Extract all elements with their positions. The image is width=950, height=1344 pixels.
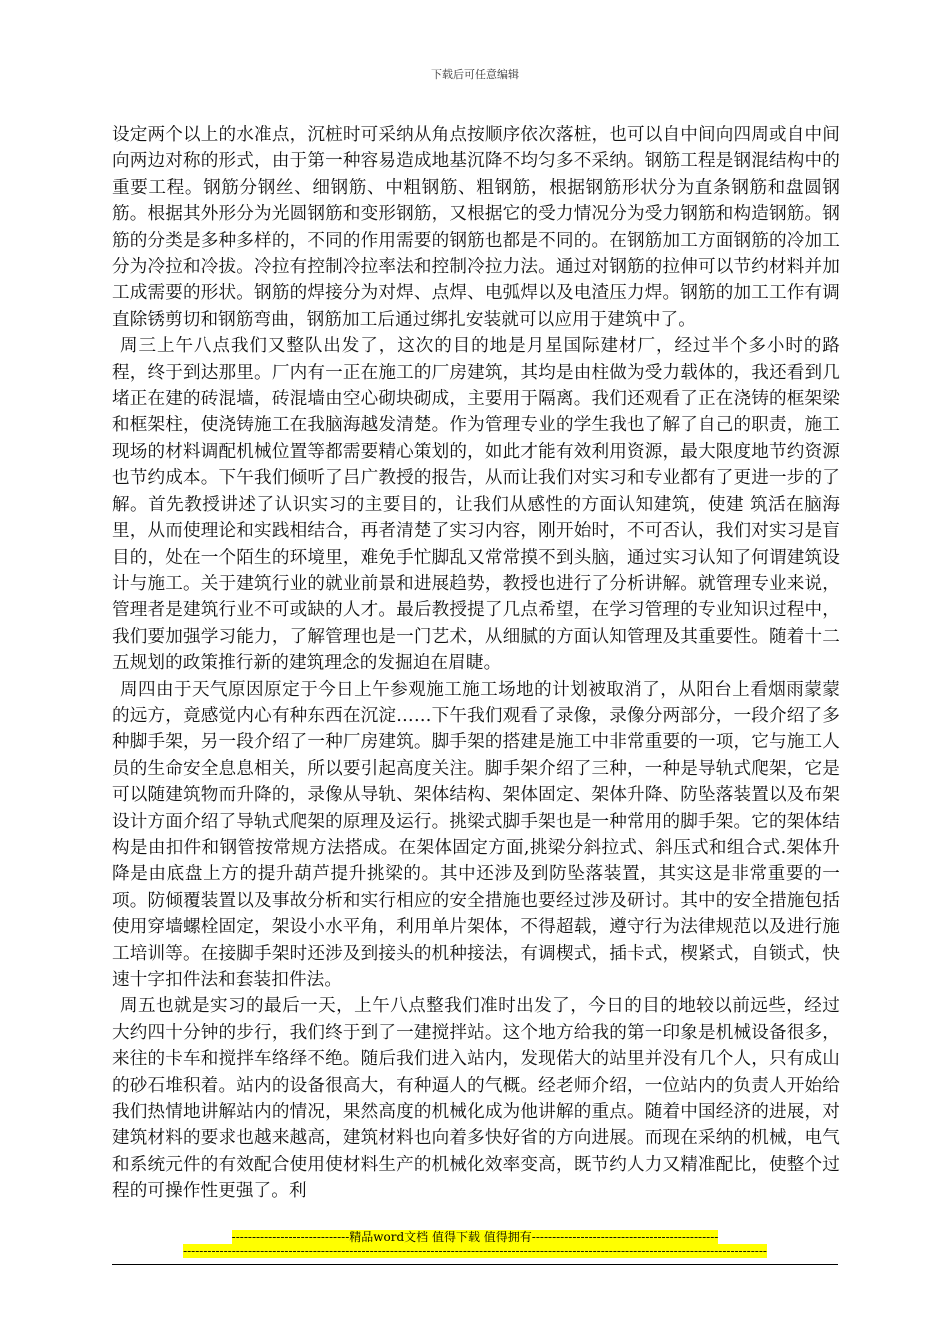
paragraph-1: 设定两个以上的水准点，沉桩时可采纳从角点按顺序依次落桩，也可以自中间向四周或自中间向两边对称的形式，由于第一种容易造成地基沉降不均匀多不采纳。钢筋工程是钢混结构中的重要工程。钢筋分钢丝、细钢筋、中粗钢筋、粗钢筋，根据钢筋形状分为直条钢筋和盘圆钢筋。根据其外形分为光圆钢筋和变形钢筋，又根据它的受力情况分为受力钢筋和构造钢筋。钢筋的分类是多种多样的，不同的作用需要的钢筋也都是不同的。在钢筋加工方面钢筋的冷加工分为冷拉和冷拔。冷拉有控制冷拉率法和控制冷拉力法。通过对钢筋的拉伸可以节约材料并加工成需要的形状。钢筋的焊接分为对焊、点焊、电弧焊以及电渣压力焊。钢筋的加工工作有调直除锈剪切和钢筋弯曲，钢筋加工后通过绑扎安装就可以应用于建筑中了。 [112,125,840,330]
bottom-rule [112,1264,838,1265]
paragraph-3: 周四由于天气原因原定于今日上午参观施工施工场地的计划被取消了，从阳台上看烟雨蒙蒙的远方，竟感觉内心有种东西在沉淀……下午我们观看了录像，录像分两部分，一段介绍了多种脚手架，另一段介绍了一种厂房建筑。脚手架的搭建是施工中非常重要的一项，它与施工人员的生命安全息息相关，所以要引起高度关注。脚手架介绍了三种，一种是导轨式爬架，它是可以随建筑物而升降的，录像从导轨、架体结构、架体固定、架体升降、防坠落装置以及布架设计方面介绍了导轨式爬架的原理及运行。挑梁式脚手架也是一种常用的脚手架。它的架体结构是由扣件和钢管按常规方法搭成。在架体固定方面,挑梁分斜拉式、斜压式和组合式.架体升降是由底盘上方的提升葫芦提升挑梁的。其中还涉及到防坠落装置，其实这是非常重要的一项。防倾覆装置以及事故分析和实行相应的安全措施也要经过涉及研讨。其中的安全措施包括使用穿墙螺栓固定，架设小水平角，利用单片架体，不得超载，遵守行为法律规范以及进行施工培训等。在接脚手架时还涉及到接头的机种接法，有调楔式，插卡式，楔紧式，自锁式，快速十字扣件法和套装扣件法。 [112,679,840,990]
footer-banner [0,1228,950,1245]
paragraph-2: 周三上午八点我们又整队出发了，这次的目的地是月星国际建材厂，经过半个多小时的路程，终于到达那里。厂内有一正在施工的厂房建筑，其均是由柱做为受力载体的，我还看到几堵正在建的砖混墙，砖混墙由空心砌块砌成，主要用于隔离。我们还观看了正在浇铸的框架梁和框架柱，使浇铸施工在我脑海越发清楚。作为管理专业的学生我也了解了自己的职责，施工现场的材料调配机械位置等都需要精心策划的，如此才能有效利用资源，最大限度地节约资源也节约成本。下午我们倾听了吕广教授的报告，从而让我们对实习和专业都有了更进一步的了解。首先教授讲述了认识实习的主要目的，让我们从感性的方面认知建筑，使建 筑活在脑海里，从而使理论和实践相结合，再者清楚了实习内容，刚开始时，不可否认，我们对实习是盲目的，处在一个陌生的环境里，难免手忙脚乱又常常摸不到头脑，通过实习认知了何谓建筑设计与施工。关于建筑行业的就业前景和进展趋势，教授也进行了分析讲解。就管理专业来说，管理者是建筑行业不可或缺的人才。最后教授提了几点希望，在学习管理的专业知识过程中，我们要加强学习能力，了解管理也是一门艺术，从细腻的方面认知管理及其重要性。随着十二五规划的政策推行新的建筑理念的发掘迫在眉睫。 [112,336,840,674]
paragraph-4: 周五也就是实习的最后一天，上午八点整我们准时出发了，今日的目的地较以前远些，经过大约四十分钟的步行，我们终于到了一建搅拌站。这个地方给我的第一印象是机械设备很多，来往的卡车和搅拌车络绎不绝。随后我们进入站内，发现偌大的站里并没有几个人，只有成山的砂石堆积着。站内的设备很高大，有种逼人的气概。经老师介绍，一位站内的负责人开始给我们热情地讲解站内的情况，果然高度的机械化成为他讲解的重点。随着中国经济的进展，对建筑材料的要求也越来越高，建筑材料也向着多快好省的方向进展。而现在采纳的机械，电气和系统元件的有效配合使用使材料生产的机械化效率变高，既节约人力又精准配比，使整个过程的可操作性更强了。利 [112,996,840,1202]
footer-dash-line [0,1244,950,1258]
document-body [112,122,840,1205]
page-header: 下载后可任意编辑 [431,68,519,81]
footer-dash-text: ------------------------------------------------------------------------------------------------------------------------------------------------ [183,1244,767,1258]
footer-banner-text: -----------------------------精品word文档 值得下载 值得拥有---------------------------------------------- [231,1230,719,1244]
